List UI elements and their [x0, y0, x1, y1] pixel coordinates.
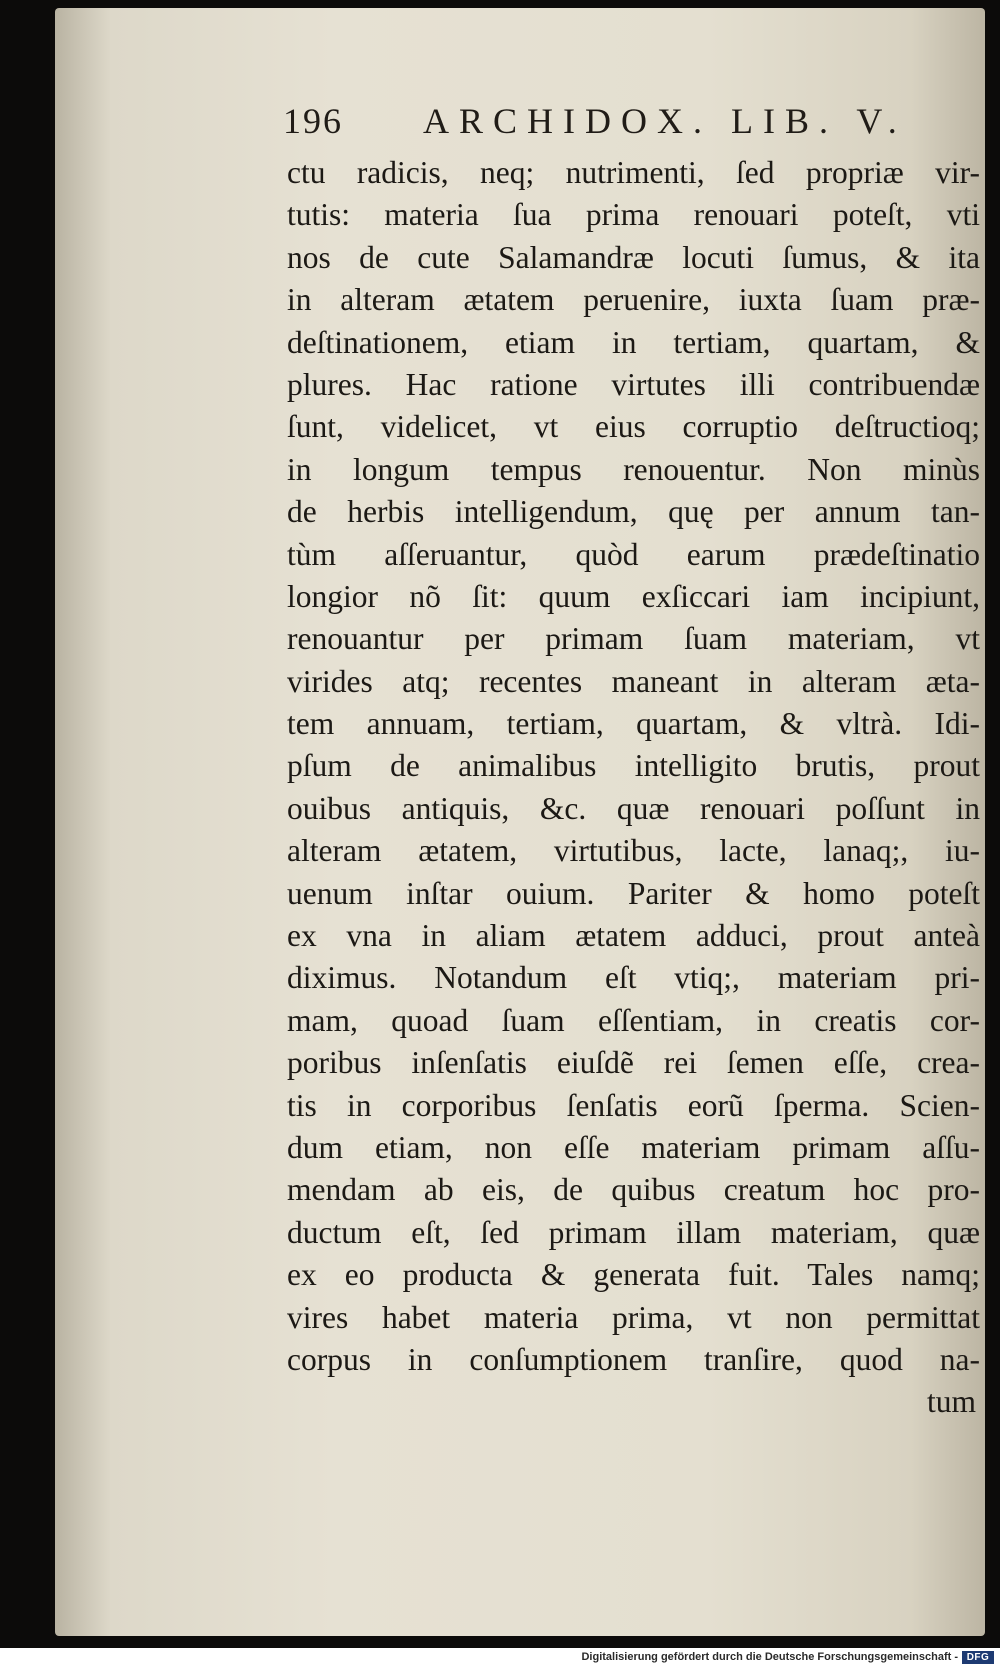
- text-line: tem annuam, tertiam, quartam, & vltrà. Idi-: [287, 706, 980, 742]
- text-line: renouantur per primam ſuam materiam, vt: [287, 621, 980, 657]
- running-head: [283, 100, 907, 144]
- text-line: alteram ætatem, virtutibus, lacte, lanaq;, iu-: [287, 833, 980, 869]
- text-line: plures. Hac ratione virtutes illi contribuendæ: [287, 366, 980, 402]
- body-text: [287, 152, 980, 1424]
- text-line: ouibus antiquis, &c. quæ renouari poſſunt in: [287, 790, 980, 826]
- page-number: 196: [283, 101, 343, 141]
- text-line: mendam ab eis, de quibus creatum hoc pro-: [287, 1172, 980, 1208]
- text-line: tùm aſſeruantur, quòd earum prædeſtinatio: [287, 536, 980, 572]
- text-line: nos de cute Salamandræ locuti ſumus, & ita: [287, 239, 980, 275]
- text-line: ſunt, videlicet, vt eius corruptio deſtructioq;: [287, 409, 980, 445]
- text-line: pſum de animalibus intelligito brutis, prout: [287, 748, 980, 784]
- text-line: ex eo producta & generata fuit. Tales namq;: [287, 1257, 980, 1293]
- text-line: virides atq; recentes maneant in alteram æta-: [287, 663, 980, 699]
- text-line: in alteram ætatem peruenire, iuxta ſuam præ-: [287, 282, 980, 318]
- text-line: ex vna in aliam ætatem adduci, prout anteà: [287, 918, 980, 954]
- funding-credit: Digitalisierung gefördert durch die Deutsche Forschungsgemeinschaft -: [581, 1651, 958, 1663]
- running-title: ARCHIDOX. LIB. V.: [423, 101, 907, 141]
- catchword: tum: [926, 1384, 976, 1420]
- text-line: longior nõ ſit: quum exſiccari iam incipiunt,: [287, 578, 980, 614]
- text-line: poribus inſenſatis eiuſdẽ rei ſemen eſſe, crea-: [287, 1045, 980, 1081]
- text-line: vires habet materia prima, vt non permittat: [287, 1299, 980, 1335]
- text-line: tis in corporibus ſenſatis eorũ ſperma. Scien-: [287, 1087, 980, 1123]
- text-line: de herbis intelligendum, quę per annum tan-: [287, 494, 980, 530]
- text-line: tutis: materia ſua prima renouari poteſt, vti: [287, 197, 980, 233]
- text-line: uenum inſtar ouium. Pariter & homo poteſt: [287, 875, 980, 911]
- text-line: deſtinationem, etiam in tertiam, quartam, &: [287, 324, 980, 360]
- text-line: in longum tempus renouentur. Non minùs: [287, 451, 980, 487]
- digitization-footer: [0, 1648, 1000, 1669]
- text-line: diximus. Notandum eſt vtiq;, materiam pri-: [287, 960, 980, 996]
- text-line: ductum eſt, ſed primam illam materiam, quæ: [287, 1214, 980, 1250]
- text-line: corpus in conſumptionem tranſire, quod na-: [287, 1341, 980, 1377]
- text-line: dum etiam, non eſſe materiam primam aſſu-: [287, 1129, 980, 1165]
- dfg-logo: DFG: [962, 1651, 994, 1664]
- text-line: ctu radicis, neq; nutrimenti, ſed propriæ vir-: [287, 155, 980, 190]
- text-line: mam, quoad ſuam eſſentiam, in creatis cor-: [287, 1002, 980, 1038]
